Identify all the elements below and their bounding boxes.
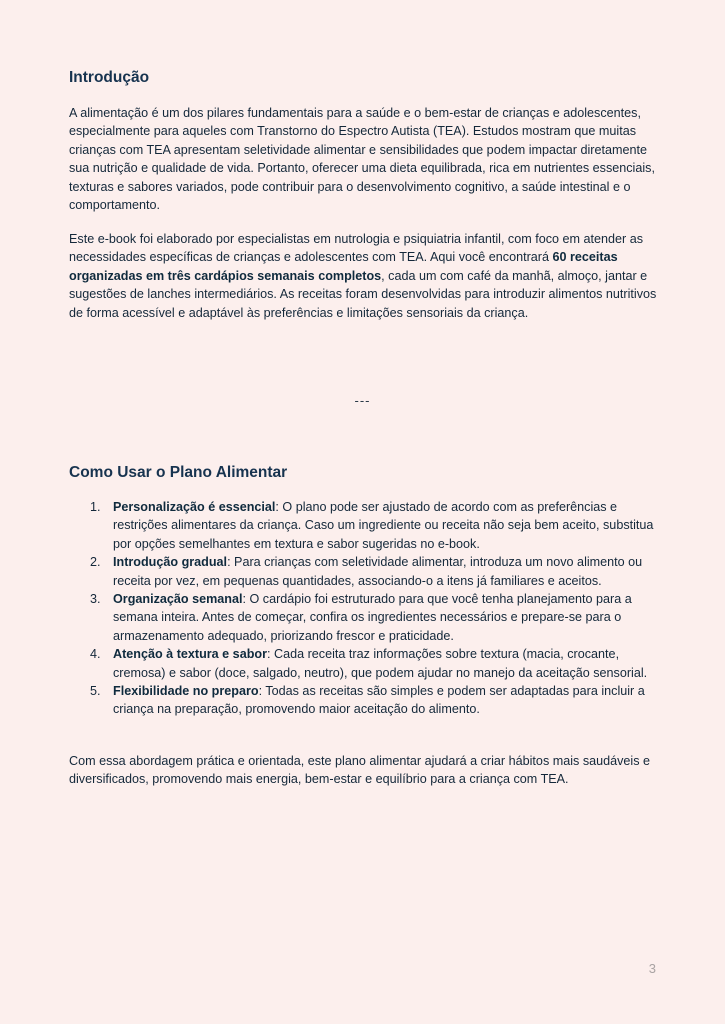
list-item-number: 5. [90,684,101,699]
list-item [69,498,657,553]
list-item-text: : O plano pode ser ajustado de acordo com as preferências e restrições alimentares da criança. Caso um ingrediente ou receita não seja bem aceito, substitua por opções semelhantes em textura e sabor sugeridas no e-book. [113,500,654,551]
intro-p2-text-start: Este e-book foi elaborado por especialistas em nutrologia e psiquiatria infantil, com foco em atender as necessidades específicas de crianças e adolescentes com TEA. Aqui você encontrará [69,232,644,265]
list-item-number: 2. [90,555,101,570]
list-item [69,553,657,590]
list-item-number: 1. [90,500,101,514]
list-item-text: : O cardápio foi estruturado para que você tenha planejamento para a semana inteira. Antes de começar, confira os ingredientes necessários e prepare-se para o armazenamento adequado, priorizando frescor e praticidade. [113,592,632,643]
list-item-bold: Flexibilidade no preparo [113,684,259,699]
list-item-text: : Para crianças com seletividade alimentar, introduza um novo alimento ou receita por vez, em pequenas quantidades, associando-o a itens já familiares e aceitos. [113,555,643,588]
list-item-number: 4. [90,647,101,662]
list-item-text: : Todas as receitas são simples e podem ser adaptadas para incluir a criança na preparação, promovendo maior aceitação do alimento. [113,684,645,717]
closing-paragraph: Com essa abordagem prática e orientada, este plano alimentar ajudará a criar hábitos mais saudáveis e diversificados, promovendo mais energia, bem-estar e equilíbrio para a criança com TEA. [69,754,651,787]
list-item-bold: Personalização é essencial [113,500,276,514]
intro-paragraph-2 [69,230,657,322]
section-title-introducao: Introdução [69,69,150,86]
intro-p2-bold: 60 receitas organizadas em três cardápios semanais completos [69,250,618,283]
intro-paragraph-1: A alimentação é um dos pilares fundamentais para a saúde e o bem-estar de crianças e adolescentes, especialmente para aqueles com Transtorno do Espectro Autista (TEA). Estudos mostram que muitas crianças com TEA apresentam seletividade alimentar e sensibilidades que podem impactar diretamente sua nutrição e qualidade de vida. Portanto, oferecer uma dieta equilibrada, rica em nutrientes essenciais, texturas e sabores variados, pode contribuir para o desenvolvimento cognitivo, a saúde intestinal e o comportamento. [69,106,655,213]
list-item-bold: Atenção à textura e sabor [113,647,267,662]
list-item-text: : Cada receita traz informações sobre textura (macia, crocante, cremosa) e sabor (doce, salgado, neutro), que podem ajudar no manejo da aceitação sensorial. [113,647,648,680]
list-item [69,590,657,645]
section-title-como-usar: Como Usar o Plano Alimentar [69,464,288,481]
list-item [69,645,657,682]
section-separator: --- [354,393,371,408]
list-item [69,682,657,719]
list-item-bold: Introdução gradual [113,555,228,570]
page-number: 3 [648,961,656,976]
list-item-number: 3. [90,592,101,607]
intro-p2-text-end: , cada um com café da manhã, almoço, jantar e sugestões de lanches intermediários. As receitas foram desenvolvidas para introduzir alimentos nutritivos de forma acessível e adaptável às preferências e limitações sensoriais da criança. [69,268,657,320]
steps-list [69,498,657,719]
list-item-bold: Organização semanal [113,592,243,607]
